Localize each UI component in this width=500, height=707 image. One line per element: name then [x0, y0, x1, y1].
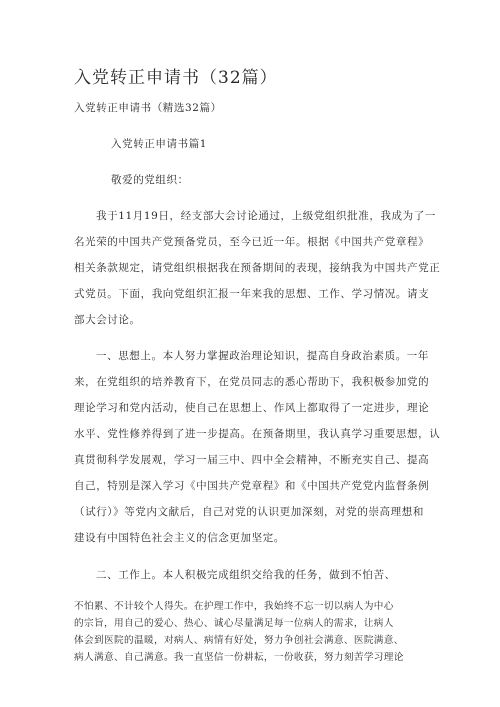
salutation: 敬爱的党组织：: [111, 174, 189, 186]
paragraph2-line: 理论学习和党内活动，使自己在思想上、作风上都取得了一定进步，理论: [74, 402, 430, 414]
paragraph3-line: 体会到医院的温暖，对病人、病情有好处，努力争创社会满意、医院满意、: [74, 635, 404, 646]
paragraph1-line: 我于11月19日，经支部大会讨论通过，上级党组织批准，我成为了一: [96, 210, 436, 222]
paragraph2-line: 建设有中国特色社会主义的信念更加坚定。: [74, 532, 285, 544]
paragraph1-line: 名光荣的中国共产党预备党员，至今已近一年。根据《中国共产党章程》: [74, 236, 430, 248]
paragraph3-first-line: 二、工作上。本人积极完成组织交给我的任务，做到不怕苦、: [96, 569, 396, 581]
paragraph1-line: 式党员。下面，我向党组织汇报一年来我的思想、工作、学习情况。请支: [74, 288, 430, 300]
section-heading: 入党转正申请书篇1: [111, 138, 208, 150]
paragraph1-line: 部大会讨论。: [74, 314, 141, 326]
paragraph3-line: 不怕累、不计较个人得失。在护理工作中，我始终不忘一切以病人为中心: [74, 601, 394, 612]
paragraph3-line: 的宗旨，用自己的爱心、热心、诚心尽量满足每一位病人的需求，让病人: [74, 618, 394, 629]
paragraph2-line: （试行）》等党内文献后，自己对党的认识更加深刻，对党的崇高理想和: [74, 506, 424, 518]
paragraph3-line: 病人满意、自己满意。我一直坚信一份耕耘，一份收获，努力刻苦学习理论: [74, 652, 404, 663]
paragraph2-line: 自己，特别是深入学习《中国共产党章程》和《中国共产党党内监督条例: [74, 480, 430, 492]
paragraph2-line: 水平、党性修养得到了进一步提高。在预备期里，我认真学习重要思想，认: [74, 428, 441, 440]
paragraph2-line: 一、思想上。本人努力掌握政治理论知识，提高自身政治素质。一年: [96, 350, 429, 362]
paragraph2-line: 来，在党组织的培养教育下，在党员同志的悉心帮助下，我积极参加党的: [74, 376, 430, 388]
paragraph1-line: 相关条款规定，请党组织根据我在预备期间的表现，接纳我为中国共产党正: [74, 262, 441, 274]
document-subtitle: 入党转正申请书（精选32篇）: [74, 102, 222, 114]
paragraph2-line: 真贯彻科学发展观，学习一届三中、四中全会精神，不断充实自己、提高: [74, 454, 430, 466]
document-title: 入党转正申请书（32篇）: [74, 68, 278, 88]
